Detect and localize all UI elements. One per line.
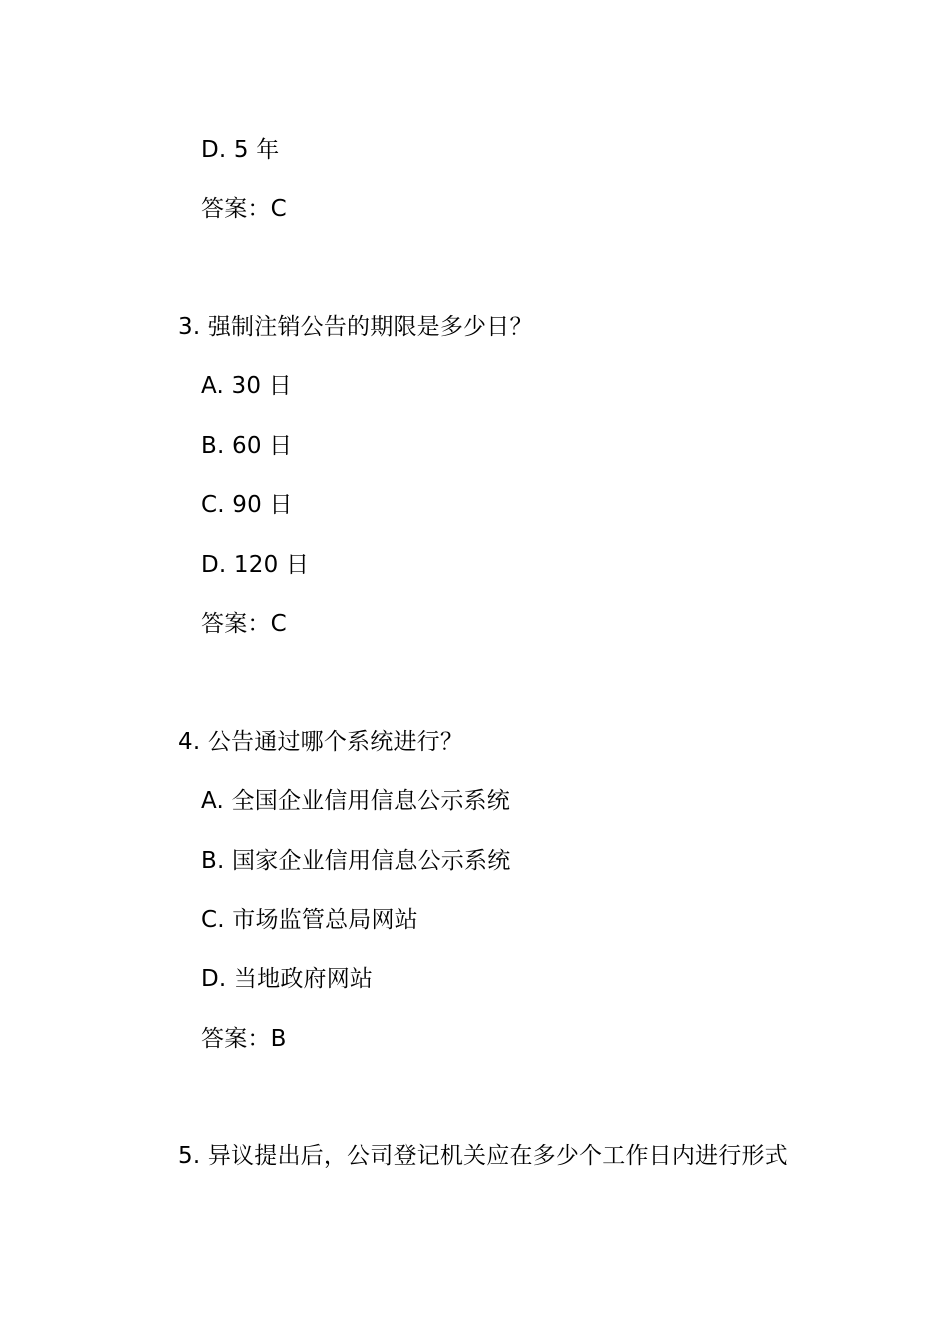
answer-line: 答案：C <box>201 196 287 222</box>
option-a: A. 30 日 <box>201 373 292 399</box>
option-b: B. 国家企业信用信息公示系统 <box>201 848 511 874</box>
answer-line: 答案：B <box>201 1026 287 1052</box>
option-d: D. 120 日 <box>201 552 310 578</box>
question-stem: 3. 强制注销公告的期限是多少日？ <box>178 314 533 340</box>
option-a: A. 全国企业信用信息公示系统 <box>201 788 510 814</box>
option-d: D. 5 年 <box>201 137 280 163</box>
option-d: D. 当地政府网站 <box>201 966 374 992</box>
option-b: B. 60 日 <box>201 433 293 459</box>
answer-line: 答案：C <box>201 611 287 637</box>
option-c: C. 90 日 <box>201 492 293 518</box>
option-c: C. 市场监管总局网站 <box>201 907 418 933</box>
question-stem: 5. 异议提出后，公司登记机关应在多少个工作日内进行形式 <box>178 1143 788 1169</box>
question-stem: 4. 公告通过哪个系统进行？ <box>178 729 464 755</box>
